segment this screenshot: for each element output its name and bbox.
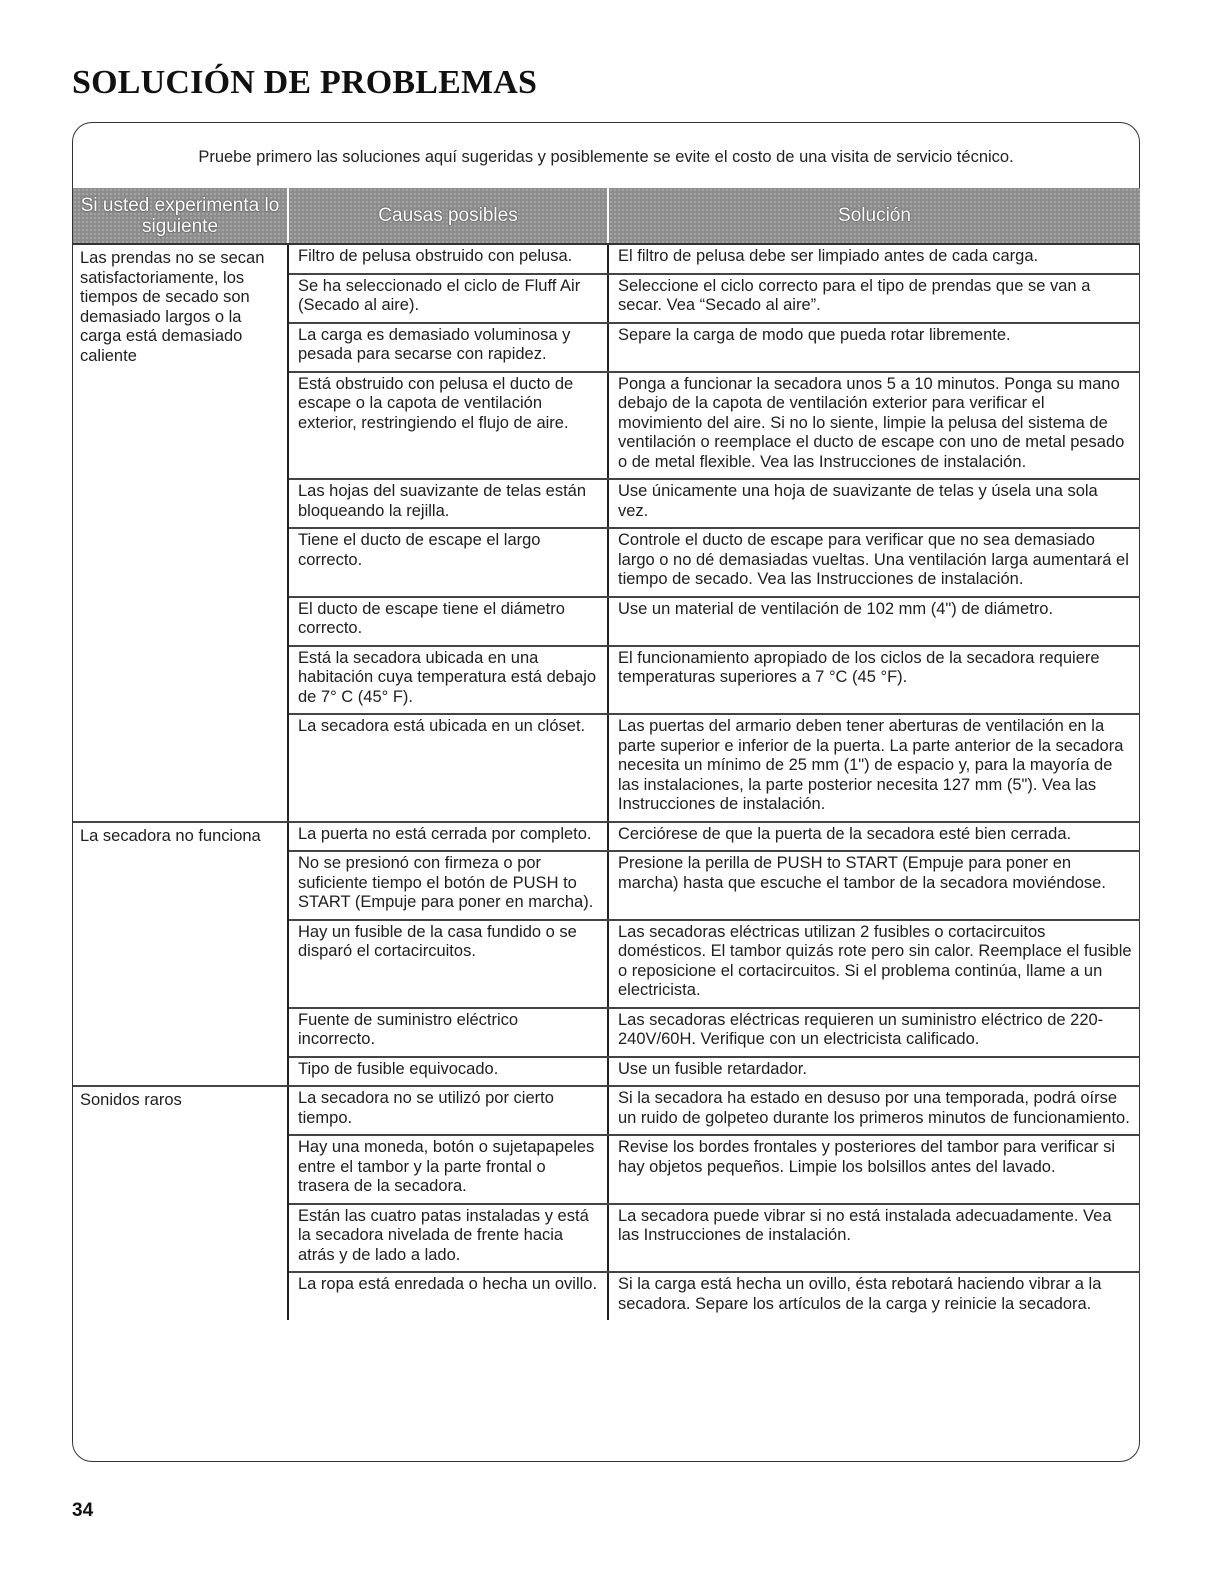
solution-cell: Use únicamente una hoja de suavizante de telas y úsela una sola vez. [608, 479, 1140, 528]
table-body [73, 244, 1140, 1320]
cause-cell: Tiene el ducto de escape el largo correcto. [288, 528, 608, 597]
symptom-cell: La secadora no funciona [73, 822, 288, 1087]
symptom-cell: Las prendas no se secan satisfactoriamente, los tiempos de secado son demasiado largos o la carga está demasiado caliente [73, 244, 288, 822]
solution-cell: Las puertas del armario deben tener aberturas de ventilación en la parte superior e inferior de la puerta. La parte anterior de la secadora necesita un mínimo de 25 mm (1") de espacio y, para la mayoría de las instalaciones, la parte posterior necesita 127 mm (5"). Vea las Instrucciones de instalación. [608, 714, 1140, 822]
cause-cell: Filtro de pelusa obstruido con pelusa. [288, 244, 608, 274]
table-row [73, 822, 1140, 852]
solution-cell: Si la carga está hecha un ovillo, ésta rebotará haciendo vibrar a la secadora. Separe los artículos de la carga y reinicie la secadora. [618, 1275, 1102, 1313]
solution-cell: Si la secadora ha estado en desuso por una temporada, podrá oírse un ruido de golpeteo durante los primeros minutos de funcionamiento. [608, 1086, 1140, 1135]
page-title: SOLUCIÓN DE PROBLEMAS [72, 64, 538, 101]
cause-cell: El ducto de escape tiene el diámetro correcto. [288, 597, 608, 646]
solution-cell: El filtro de pelusa debe ser limpiado antes de cada carga. [608, 244, 1140, 274]
table-header-row [73, 188, 1140, 244]
cause-cell: Se ha seleccionado el ciclo de Fluff Air (Secado al aire). [288, 274, 608, 323]
cause-cell: La carga es demasiado voluminosa y pesada para secarse con rapidez. [288, 323, 608, 372]
cause-cell: Está obstruido con pelusa el ducto de escape o la capota de ventilación exterior, restringiendo el flujo de aire. [288, 372, 608, 480]
cause-cell: La secadora está ubicada en un clóset. [288, 714, 608, 822]
solution-cell: Controle el ducto de escape para verificar que no sea demasiado largo o no dé demasiadas vueltas. Una ventilación larga aumentará el tiempo de secado. Vea las Instrucciones de instalación. [608, 528, 1140, 597]
solution-cell: Use un fusible retardador. [608, 1057, 1140, 1087]
header-solution: Solución [608, 188, 1140, 244]
cause-cell: Están las cuatro patas instaladas y está la secadora nivelada de frente hacia atrás y de lado a lado. [288, 1204, 608, 1273]
table-row [73, 244, 1140, 274]
cause-cell: Hay un fusible de la casa fundido o se disparó el cortacircuitos. [288, 920, 608, 1008]
cause-cell: La secadora no se utilizó por cierto tiempo. [288, 1086, 608, 1135]
solution-cell: Las secadoras eléctricas requieren un suministro eléctrico de 220-240V/60H. Verifique con un electricista calificado. [608, 1008, 1140, 1057]
cause-cell: Está la secadora ubicada en una habitación cuya temperatura está debajo de 7° C (45° F). [288, 646, 608, 715]
solution-cell: Seleccione el ciclo correcto para el tipo de prendas que se van a secar. Vea “Secado al aire”. [608, 274, 1140, 323]
solution-cell: Ponga a funcionar la secadora unos 5 a 10 minutos. Ponga su mano debajo de la capota de ventilación exterior para verificar el movimiento del aire. Si no lo siente, limpie la pelusa del sistema de ventilación o reemplace el ducto de escape con uno de metal pesado o de metal flexible. Vea las Instrucciones de instalación. [608, 372, 1140, 480]
troubleshooting-table [73, 188, 1140, 1320]
cause-cell: Tipo de fusible equivocado. [288, 1057, 608, 1087]
table-row [73, 1086, 1140, 1135]
intro-text: Pruebe primero las soluciones aquí sugeridas y posiblemente se evite el costo de una visita de servicio técnico. [198, 148, 1014, 166]
solution-cell: La secadora puede vibrar si no está instalada adecuadamente. Vea las Instrucciones de instalación. [608, 1204, 1140, 1273]
page-number: 34 [72, 1500, 94, 1521]
solution-cell: Las secadoras eléctricas utilizan 2 fusibles o cortacircuitos domésticos. El tambor quizás rote pero sin calor. Reemplace el fusible o reposicione el cortacircuitos. Si el problema continúa, llame a un electricista. [608, 920, 1140, 1008]
solution-cell: El funcionamiento apropiado de los ciclos de la secadora requiere temperaturas superiores a 7 °C (45 °F). [608, 646, 1140, 715]
solution-cell: Revise los bordes frontales y posteriores del tambor para verificar si hay objetos pequeños. Limpie los bolsillos antes del lavado. [608, 1135, 1140, 1204]
header-symptom: Si usted experimenta lo siguiente [73, 188, 288, 244]
solution-cell: Separe la carga de modo que pueda rotar libremente. [608, 323, 1140, 372]
cause-cell: Fuente de suministro eléctrico incorrecto. [288, 1008, 608, 1057]
cause-cell: Hay una moneda, botón o sujetapapeles entre el tambor y la parte frontal o trasera de la secadora. [288, 1135, 608, 1204]
cause-cell: No se presionó con firmeza o por suficiente tiempo el botón de PUSH to START (Empuje para poner en marcha). [288, 851, 608, 920]
cause-cell: Las hojas del suavizante de telas están bloqueando la rejilla. [288, 479, 608, 528]
solution-cell: Use un material de ventilación de 102 mm (4") de diámetro. [608, 597, 1140, 646]
solution-cell: Cerciórese de que la puerta de la secadora esté bien cerrada. [608, 822, 1140, 852]
cause-cell: La puerta no está cerrada por completo. [288, 822, 608, 852]
header-causes: Causas posibles [288, 188, 608, 244]
solution-cell: Presione la perilla de PUSH to START (Empuje para poner en marcha) hasta que escuche el tambor de la secadora moviéndose. [608, 851, 1140, 920]
cause-cell: La ropa está enredada o hecha un ovillo. [288, 1272, 608, 1320]
symptom-cell: Sonidos raros [73, 1086, 288, 1320]
